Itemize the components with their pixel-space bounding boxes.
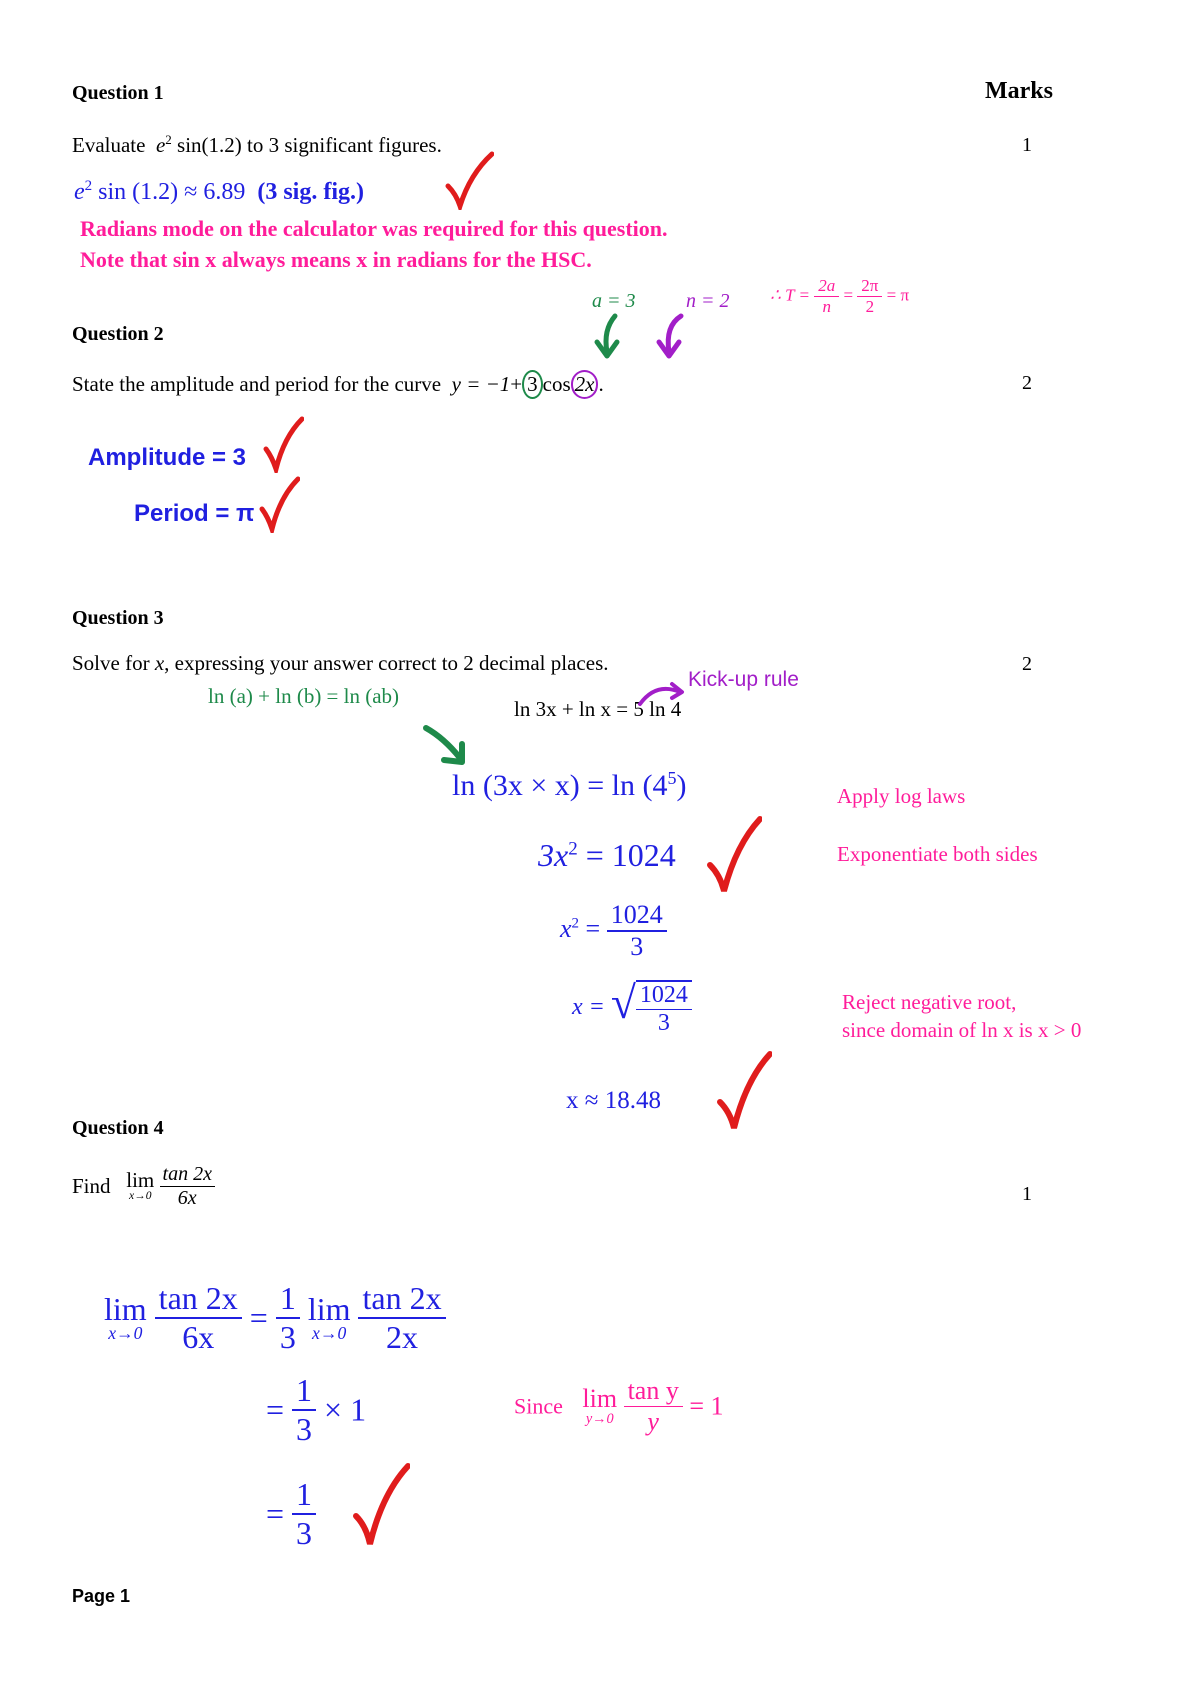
q1-answer-exp: 2 <box>84 178 93 194</box>
marks-header: Marks <box>985 78 1053 104</box>
q2-t-num1: 2a <box>814 276 839 297</box>
q1-answer-e: e <box>74 179 85 205</box>
q4-lim <box>126 1170 154 1203</box>
q3-text-var: x <box>154 651 165 675</box>
q3-step1-main: ln (3x × x) = ln (4 <box>452 769 668 802</box>
question-3-text <box>72 651 609 676</box>
q2-period: Period = π <box>134 500 255 527</box>
q4-since-lim-text: lim <box>582 1384 618 1414</box>
question-1-heading: Question 1 <box>72 82 164 104</box>
q4-s1-lim2 <box>308 1293 351 1343</box>
q4-s1-eq: = <box>249 1299 268 1336</box>
q4-s1-c-num: 1 <box>276 1280 300 1319</box>
q4-s1-frac <box>155 1280 242 1356</box>
q4-s1-sub2: x→0 <box>312 1323 347 1344</box>
q1-text-pre: Evaluate <box>72 133 146 157</box>
q3-step3-den: 3 <box>630 932 644 961</box>
q4-since-num: tan y <box>624 1376 683 1407</box>
q1-note-line1: Radians mode on the calculator was required for this question. <box>80 216 668 241</box>
q2-tick-amplitude-icon <box>262 415 304 473</box>
q4-s2-den: 3 <box>296 1411 313 1447</box>
q3-tick-step5-icon <box>716 1050 772 1132</box>
question-4-heading: Question 4 <box>72 1117 164 1139</box>
q3-step3-eq: = <box>579 913 601 943</box>
q4-since-end: = 1 <box>689 1391 724 1421</box>
q1-answer-note: (3 sig. fig.) <box>257 179 364 205</box>
q4-s1-den2: 2x <box>386 1319 419 1355</box>
q3-equation: ln 3x + ln x = 5 ln 4 <box>514 697 682 721</box>
q4-frac <box>160 1163 215 1210</box>
q3-step4-note2: since domain of ln x is x > 0 <box>842 1018 1082 1042</box>
q3-step5: x ≈ 18.48 <box>566 1087 661 1114</box>
q2-tick-period-icon <box>258 475 300 533</box>
q2-eq-a: 3 <box>522 370 543 399</box>
q4-since: Since <box>514 1393 563 1419</box>
q3-step4-num: 1024 <box>636 982 692 1010</box>
q4-s1-frac2 <box>358 1280 445 1356</box>
q4-s1-lim-text: lim <box>104 1291 147 1328</box>
page-number: Page 1 <box>72 1586 131 1606</box>
q4-s2-frac <box>292 1372 316 1448</box>
q4-s1-lim <box>104 1293 147 1343</box>
q3-log-law: ln (a) + ln (b) = ln (ab) <box>208 684 400 708</box>
q1-tick-icon <box>444 150 494 210</box>
q4-s3-frac <box>292 1476 316 1552</box>
q3-step3-pre: x <box>560 913 572 943</box>
q2-frac-2 <box>857 276 882 317</box>
q2-t-den1: n <box>822 297 831 316</box>
q2-frac-1 <box>814 276 839 317</box>
q2-eq-pre: y = −1 <box>451 372 511 396</box>
q4-since-den: y <box>647 1407 659 1436</box>
q4-s1-den: 6x <box>182 1319 215 1355</box>
q3-step4 <box>572 977 692 1037</box>
q4-q-num: tan 2x <box>162 1163 212 1185</box>
q2-t-pre: ∴ T = <box>770 285 810 305</box>
q3-step3-frac <box>607 900 667 962</box>
q4-s1-num: tan 2x <box>155 1280 242 1319</box>
question-2-text <box>72 370 604 399</box>
q3-step3-exp: 2 <box>571 915 580 932</box>
q3-down-arrow-icon <box>420 722 472 768</box>
q4-since-lim <box>582 1386 617 1426</box>
q3-step1-end: ) <box>676 769 687 802</box>
q3-kickup: Kick-up rule <box>688 668 799 691</box>
q4-s3-num: 1 <box>292 1476 316 1515</box>
q2-eq-plus: + <box>510 372 523 396</box>
q4-step3 <box>266 1476 316 1552</box>
q3-step3 <box>560 900 667 962</box>
q4-lim-sub: x→0 <box>129 1190 152 1203</box>
q4-s3-den: 3 <box>296 1515 313 1551</box>
q3-step2-note: Exponentiate both sides <box>837 842 1038 866</box>
q3-step3-num: 1024 <box>607 900 667 932</box>
q4-since-sub: y→0 <box>585 1411 614 1428</box>
q4-text: Find <box>72 1174 111 1198</box>
q2-t-den2: 2 <box>865 297 875 316</box>
q2-eq-end: . <box>598 372 604 396</box>
q1-expr-exp: 2 <box>165 132 172 147</box>
q1-mark: 1 <box>1022 134 1032 156</box>
q2-text: State the amplitude and period for the curve <box>72 372 442 396</box>
q4-mark: 1 <box>1022 1183 1032 1205</box>
q4-s1-lim2-text: lim <box>307 1291 351 1328</box>
q3-step2-pre: 3x <box>538 837 569 873</box>
q2-t-end: = π <box>886 285 910 305</box>
q3-mark: 2 <box>1022 653 1032 675</box>
q4-s1-c-frac <box>276 1280 300 1356</box>
q4-tick-icon <box>352 1462 410 1548</box>
q3-step4-note1: Reject negative root, <box>842 990 1017 1014</box>
q2-eq-cos: cos <box>542 372 571 396</box>
question-4-text <box>72 1163 215 1210</box>
q3-tick-step2-icon <box>706 815 762 895</box>
q3-text-pre: Solve for <box>72 651 150 675</box>
q1-expr-rest: sin(1.2) to 3 significant figures. <box>171 133 442 157</box>
question-3-heading: Question 3 <box>72 607 164 629</box>
q3-step4-pre: x = <box>572 994 605 1021</box>
q3-step4-frac <box>636 982 692 1037</box>
q3-step4-sqrt <box>610 977 692 1037</box>
q2-arrows-icon <box>585 312 695 372</box>
q2-period-formula <box>770 276 909 317</box>
q3-step2-exp: 2 <box>568 838 578 860</box>
q3-step1-note: Apply log laws <box>837 784 966 808</box>
q2-t-num2: 2π <box>857 276 882 297</box>
q3-text-post: , expressing your answer correct to 2 decimal places. <box>164 651 609 675</box>
q4-lim-text: lim <box>126 1168 155 1193</box>
q3-step1 <box>452 768 686 803</box>
q2-t-eq: = <box>843 285 854 305</box>
q3-step4-under <box>636 980 692 1037</box>
q3-step1-exp: 5 <box>667 768 677 788</box>
q3-kickup-arrow-icon <box>636 678 692 710</box>
q1-expr-e: e <box>155 133 166 157</box>
q4-s3-eq: = <box>266 1495 285 1532</box>
q1-note-line2: Note that sin x always means x in radians for the HSC. <box>80 247 592 272</box>
q2-mark: 2 <box>1022 372 1032 394</box>
q2-eq-n: 2x <box>571 370 599 399</box>
q2-a-label: a = 3 <box>592 290 636 312</box>
q4-s2-num: 1 <box>292 1372 316 1411</box>
q4-since-note <box>514 1376 724 1437</box>
q4-s1-sub: x→0 <box>108 1323 143 1344</box>
q4-since-frac <box>624 1376 683 1437</box>
q1-answer <box>74 178 364 206</box>
q4-s2-eq: = <box>266 1391 285 1428</box>
sqrt-icon: √ <box>610 977 636 1028</box>
q4-s2-rest: × 1 <box>324 1391 367 1428</box>
q1-answer-rest: sin (1.2) ≈ 6.89 <box>92 179 246 205</box>
question-1-text <box>72 132 442 158</box>
q3-step4-den: 3 <box>657 1010 670 1036</box>
q4-s1-num2: tan 2x <box>358 1280 445 1319</box>
q3-step2 <box>538 837 676 874</box>
question-2-heading: Question 2 <box>72 323 164 345</box>
q4-step2 <box>266 1372 366 1448</box>
q4-step1 <box>104 1280 446 1356</box>
q4-q-den: 6x <box>160 1186 215 1210</box>
q3-step2-post: = 1024 <box>577 837 676 873</box>
q2-amplitude: Amplitude = 3 <box>88 444 247 471</box>
q2-n-label: n = 2 <box>686 290 730 312</box>
q4-s1-c-den: 3 <box>279 1319 296 1355</box>
